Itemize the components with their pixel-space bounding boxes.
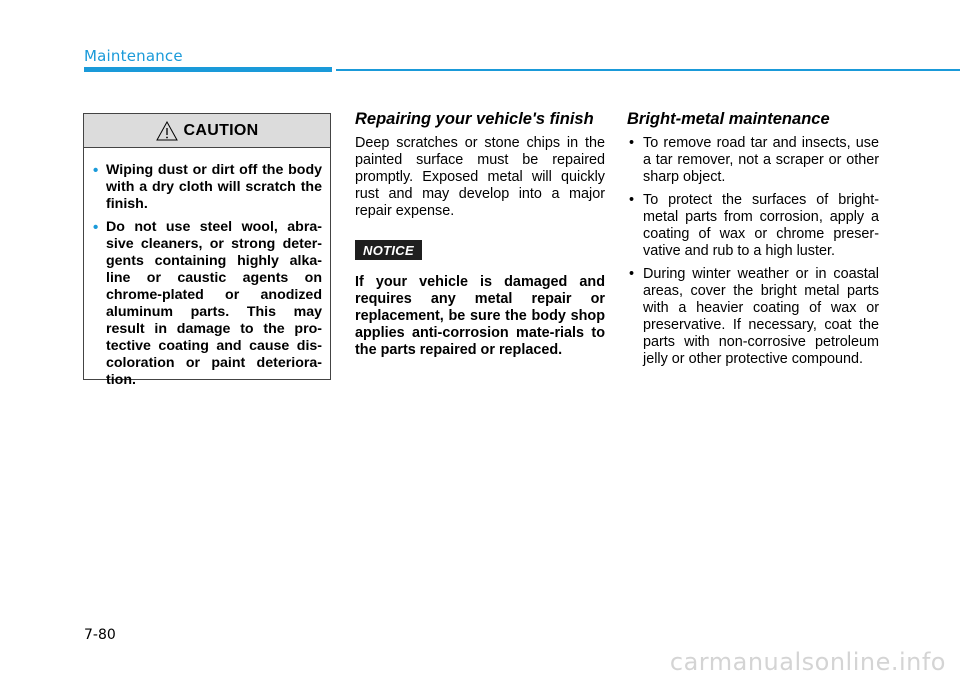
bright-metal-item [627,192,879,260]
page-number: 7-80 [84,627,116,643]
bullet-dot-icon: • [93,162,99,179]
caution-item-text: Wiping dust or dirt off the body with a dry cloth will scratch the finish. [106,162,322,212]
bullet-dot-icon: • [93,219,99,236]
bullet-icon: • [629,266,635,282]
bright-metal-column [627,110,879,374]
caution-list [84,148,330,389]
caution-item [93,219,322,389]
bullet-icon: • [629,135,635,151]
bright-metal-heading: Bright-metal maintenance [627,110,830,128]
finish-body: Deep scratches or stone chips in the painted surface must be repaired promptly. Exposed metal will quickly rust and may develop into a major repair expense. [355,135,605,219]
bright-metal-item-text: To protect the surfaces of bright-metal parts from corrosion, apply a coating of wax or chrome preser-vative and rub to a high luster. [643,192,879,259]
bright-metal-item-text: To remove road tar and insects, use a tar remover, not a scraper or other sharp object. [643,135,879,185]
bright-metal-item [627,135,879,186]
bright-metal-item [627,266,879,368]
notice-badge: NOTICE [355,240,422,260]
caution-item [93,162,322,213]
watermark: carmanualsonline.info [669,648,946,676]
caution-header [84,114,330,148]
bright-metal-item-text: During winter weather or in coastal areas, cover the bright metal parts with a heavier coating of wax or preservative. If necessary, coat the parts with non-corrosive petroleum jelly or other protective compound. [643,266,879,367]
header-rule-thick [84,67,332,72]
bullet-icon: • [629,192,635,208]
section-label: Maintenance [84,47,183,65]
caution-box [83,113,331,388]
caution-item-text: Do not use steel wool, abra-sive cleaners, or strong deter-gents containing highly alka-line or caustic agents on chrome-plated or anodized aluminum parts. This may result in damage to the pro-tective coating and cause dis-coloration or paint deteriora-tion. [106,219,322,388]
bright-metal-list [627,135,879,368]
finish-heading: Repairing your vehicle's finish [355,110,594,128]
header-rule-thin [336,69,960,71]
caution-title: CAUTION [183,121,259,139]
finish-column [355,110,605,359]
warning-triangle-icon [156,121,178,141]
notice-text: If your vehicle is damaged and requires any metal repair or replacement, be sure the body shop applies anti-corrosion mate-rials to the parts repaired or replaced. [355,274,605,358]
